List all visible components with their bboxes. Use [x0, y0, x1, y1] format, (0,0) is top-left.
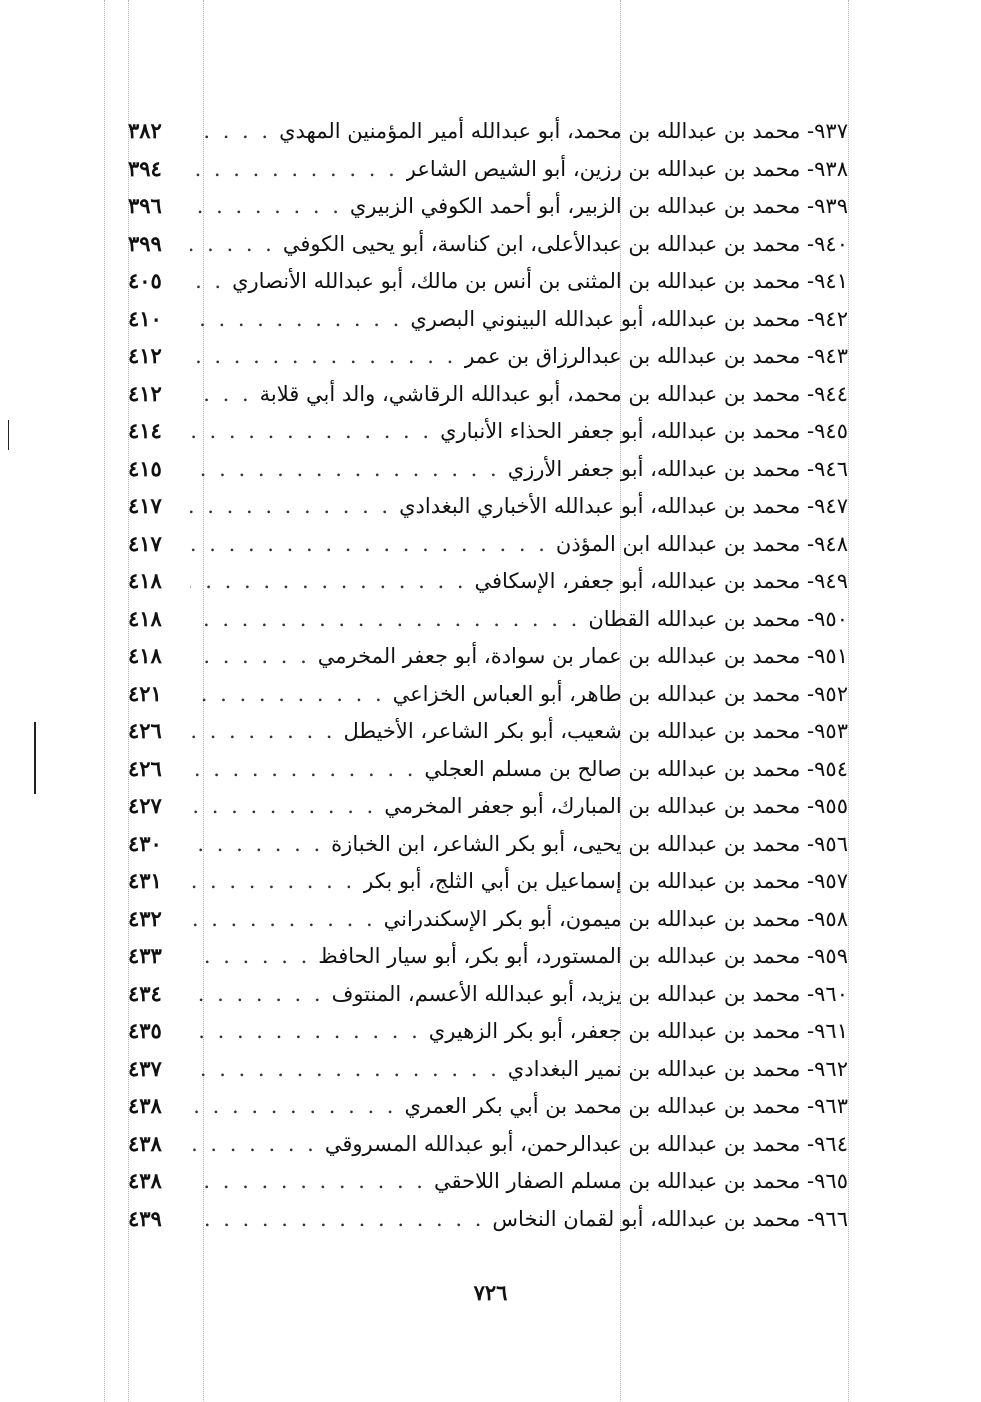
entry-page-number: ٤١٤: [128, 418, 162, 443]
leader-dots: [190, 713, 335, 751]
toc-entry: [128, 150, 848, 188]
page-number: ٧٢٦: [473, 1280, 508, 1305]
entry-title: ٩٤٠- محمد بن عبدالله بن عبدالأعلى، ابن كناسة، أبو يحيى الكوفي: [282, 231, 848, 256]
leader-dots: [190, 1201, 484, 1239]
leader-dots: [190, 1126, 317, 1164]
entry-page-number: ٤٣١: [128, 868, 162, 893]
entry-title: ٩٥٥- محمد بن عبدالله بن المبارك، أبو جعفر المخرمي: [384, 794, 848, 818]
entry-title: ٩٥٨- محمد بن عبدالله بن ميمون، أبو بكر الإسكندراني: [383, 906, 848, 931]
leader-dots: [190, 413, 432, 451]
leader-dots: [190, 188, 342, 226]
entry-page-number: ٤١٨: [128, 643, 162, 668]
leader-dots: [190, 526, 548, 564]
leader-dots: [190, 938, 310, 976]
entry-page-number: ٤١٨: [128, 568, 162, 593]
leader-dots: [190, 301, 402, 339]
leader-dots: [190, 1088, 396, 1126]
leader-dots: [190, 338, 456, 376]
scan-edge-mark: [8, 420, 9, 450]
entry-title: ٩٥١- محمد بن عبدالله بن عمار بن سوادة، أبو جعفر المخرمي: [317, 644, 848, 668]
entry-page-number: ٣٨٢: [128, 118, 162, 143]
entry-title: ٩٤٢- محمد بن عبدالله، أبو عبدالله البينوني البصري: [410, 306, 848, 331]
toc-entry: [128, 225, 848, 263]
entry-page-number: ٤٢٦: [128, 718, 162, 743]
toc-entry: [128, 1162, 848, 1200]
toc-entry: [128, 1125, 848, 1163]
scan-edge-mark: [34, 722, 36, 794]
entry-page-number: ٤٣٠: [128, 830, 162, 856]
entry-title: ٩٤١- محمد بن عبدالله بن المثنى بن أنس بن مالك، أبو عبدالله الأنصاري: [232, 269, 848, 293]
toc-entry: [128, 787, 848, 825]
scan-guide-line: [848, 0, 849, 1402]
toc-entry: [128, 262, 848, 300]
entry-title: ٩٦١- محمد بن عبدالله بن جعفر، أبو بكر الزهيري: [428, 1019, 848, 1043]
scan-guide-line: [104, 0, 105, 1402]
entry-title: ٩٦٥- محمد بن عبدالله بن مسلم الصفار اللاحقي: [433, 1169, 848, 1193]
leader-dots: [190, 113, 271, 151]
entry-title: ٩٤٧- محمد بن عبدالله، أبو عبدالله الأخباري البغدادي: [399, 494, 848, 518]
toc-entry: [128, 1012, 848, 1050]
leader-dots: [190, 863, 355, 901]
entry-title: ٩٣٨- محمد بن عبدالله بن رزين، أبو الشيص الشاعر: [405, 156, 848, 181]
leader-dots: [190, 1013, 421, 1051]
entry-page-number: ٤٣٥: [128, 1018, 162, 1043]
leader-dots: [190, 451, 500, 489]
leader-dots: [190, 563, 467, 601]
leader-dots: [190, 676, 385, 714]
toc-entry: [128, 525, 848, 563]
entry-title: ٩٥٠- محمد بن عبدالله القطان: [588, 606, 848, 631]
leader-dots: [190, 788, 376, 826]
entry-page-number: ٤٣٨: [128, 1168, 162, 1193]
leader-dots: [190, 376, 252, 414]
entry-title: ٩٥٢- محمد بن عبدالله بن طاهر، أبو العباس الخزاعي: [392, 681, 848, 706]
entry-page-number: ٤١٧: [128, 493, 162, 518]
leader-dots: [190, 488, 391, 526]
entry-title: ٩٤٦- محمد بن عبدالله، أبو جعفر الأرزي: [507, 456, 848, 481]
toc-entry: [128, 712, 848, 750]
entry-page-number: ٤٣٨: [128, 1093, 162, 1118]
leader-dots: [190, 826, 323, 864]
entry-page-number: ٤٣٩: [128, 1205, 162, 1231]
toc-entry: [128, 862, 848, 900]
entry-page-number: ٤١٥: [128, 455, 162, 481]
entry-title: ٩٤٨- محمد بن عبدالله ابن المؤذن: [555, 531, 848, 556]
toc-entry: [128, 112, 848, 150]
entry-title: ٩٥٦- محمد بن عبدالله بن يحيى، أبو بكر الشاعر، ابن الخبازة: [331, 831, 848, 856]
leader-dots: [190, 263, 224, 301]
entry-title: ٩٥٣- محمد بن عبدالله بن شعيب، أبو بكر الشاعر، الأخيطل: [343, 719, 848, 743]
table-of-contents: [128, 112, 848, 1237]
leader-dots: [190, 901, 376, 939]
entry-page-number: ٤٣٧: [128, 1055, 162, 1081]
entry-page-number: ٣٩٦: [128, 193, 162, 218]
entry-page-number: ٣٩٩: [128, 230, 162, 256]
toc-entry: [128, 825, 848, 863]
entry-page-number: ٤١٢: [128, 343, 162, 368]
toc-entry: [128, 900, 848, 938]
leader-dots: [190, 601, 580, 639]
entry-title: ٩٦٦- محمد بن عبدالله، أبو لقمان النخاس: [492, 1206, 848, 1231]
toc-entry: [128, 637, 848, 675]
leader-dots: [190, 751, 416, 789]
toc-entry: [128, 187, 848, 225]
entry-title: ٩٥٧- محمد بن عبدالله بن إسماعيل بن أبي الثلج، أبو بكر: [363, 869, 848, 893]
leader-dots: [190, 226, 275, 264]
leader-dots: [190, 151, 398, 189]
entry-page-number: ٤٣٨: [128, 1130, 162, 1156]
entry-page-number: ٤٣٤: [128, 980, 162, 1006]
toc-entry: [128, 300, 848, 338]
entry-title: ٩٤٣- محمد بن عبدالله بن عبدالرزاق بن عمر: [464, 344, 848, 368]
entry-title: ٩٣٩- محمد بن عبدالله بن الزبير، أبو أحمد الكوفي الزبيري: [349, 194, 848, 218]
leader-dots: [190, 1051, 500, 1089]
toc-entry: [128, 1087, 848, 1125]
entry-page-number: ٣٩٤: [128, 155, 162, 181]
toc-entry: [128, 375, 848, 413]
toc-entry: [128, 412, 848, 450]
entry-title: ٩٦٣- محمد بن عبدالله بن محمد بن أبي بكر العمري: [404, 1094, 848, 1118]
entry-page-number: ٤٣٣: [128, 943, 162, 968]
entry-page-number: ٤٣٢: [128, 905, 162, 931]
toc-entry: [128, 337, 848, 375]
toc-entry: [128, 750, 848, 788]
toc-entry: [128, 975, 848, 1013]
entry-page-number: ٤١٨: [128, 605, 162, 631]
entry-title: ٩٤٤- محمد بن عبدالله بن محمد، أبو عبدالله الرقاشي، والد أبي قلابة: [259, 381, 848, 406]
entry-title: ٩٣٧- محمد بن عبدالله بن محمد، أبو عبدالله أمير المؤمنين المهدي: [279, 119, 848, 143]
toc-entry: [128, 1200, 848, 1238]
entry-title: ٩٤٩- محمد بن عبدالله، أبو جعفر، الإسكافي: [474, 569, 848, 593]
entry-title: ٩٥٩- محمد بن عبدالله بن المستورد، أبو بكر، أبو سيار الحافظ: [318, 944, 848, 968]
toc-entry: [128, 600, 848, 638]
entry-page-number: ٤١٠: [128, 305, 162, 331]
entry-title: ٩٦٤- محمد بن عبدالله بن عبدالرحمن، أبو عبدالله المسروقي: [324, 1131, 848, 1156]
entry-page-number: ٤٢٧: [128, 793, 162, 818]
entry-page-number: ٤٠٥: [128, 268, 162, 293]
entry-title: ٩٦٢- محمد بن عبدالله بن نمير البغدادي: [507, 1056, 848, 1081]
leader-dots: [190, 1163, 426, 1201]
entry-title: ٩٦٠- محمد بن عبدالله بن يزيد، أبو عبدالله الأعسم، المنتوف: [331, 981, 848, 1006]
entry-page-number: ٤٢٦: [128, 755, 162, 781]
toc-entry: [128, 937, 848, 975]
entry-page-number: ٤١٢: [128, 380, 162, 406]
leader-dots: [190, 976, 324, 1014]
toc-entry: [128, 487, 848, 525]
entry-title: ٩٥٤- محمد بن عبدالله بن صالح بن مسلم العجلي: [424, 756, 848, 781]
entry-title: ٩٤٥- محمد بن عبدالله، أبو جعفر الحذاء الأنباري: [440, 419, 848, 443]
entry-page-number: ٤٢١: [128, 680, 162, 706]
entry-page-number: ٤١٧: [128, 530, 162, 556]
toc-entry: [128, 562, 848, 600]
toc-entry: [128, 450, 848, 488]
toc-entry: [128, 1050, 848, 1088]
leader-dots: [190, 638, 310, 676]
toc-entry: [128, 675, 848, 713]
